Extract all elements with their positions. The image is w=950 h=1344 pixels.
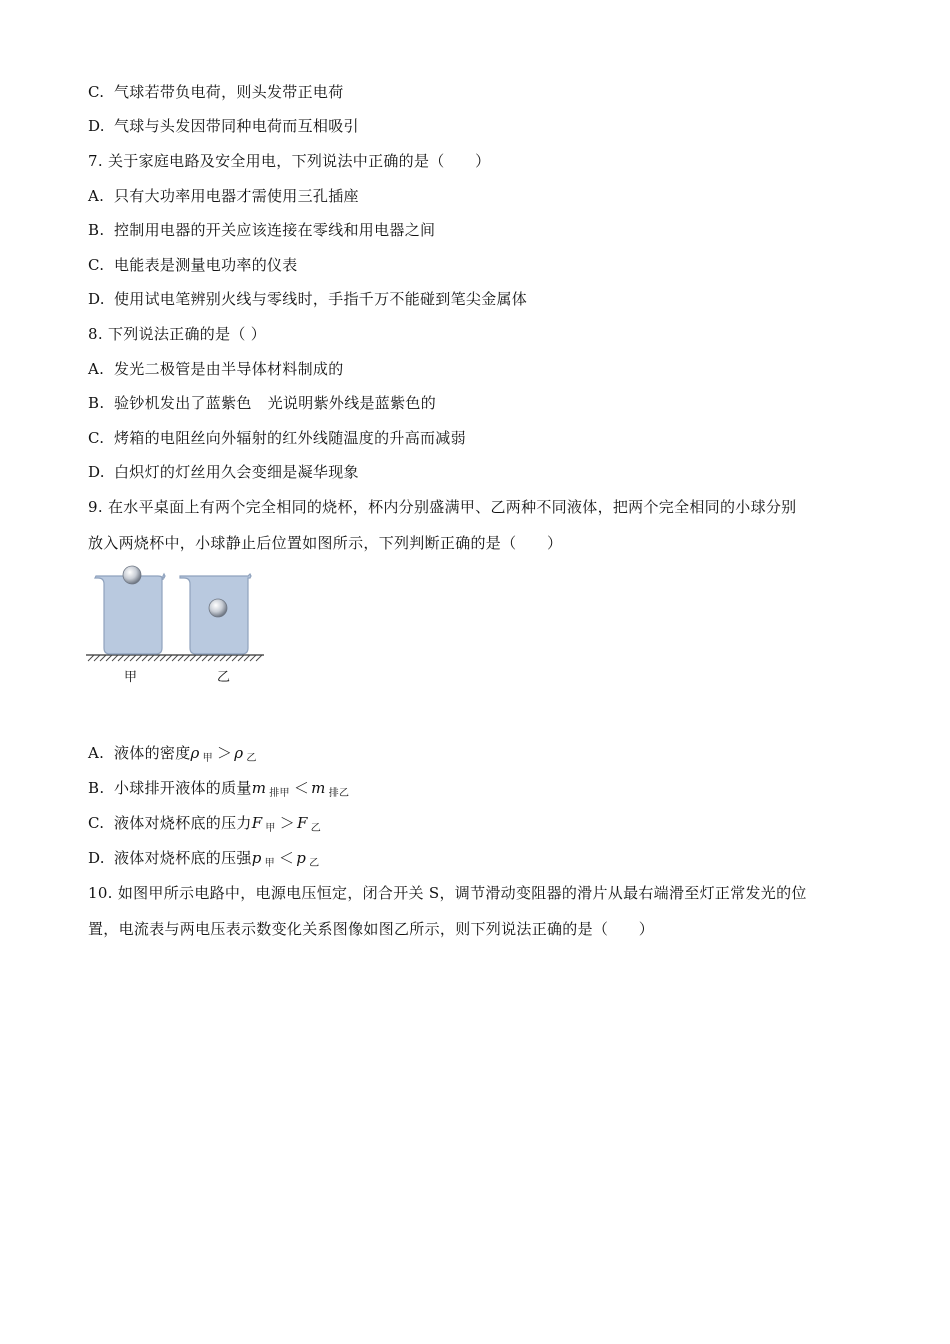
q6-option-d: [88, 116, 359, 136]
option-label: B.: [88, 779, 105, 797]
math-subscript: 乙: [246, 753, 257, 764]
math-subscript: 甲: [265, 823, 276, 834]
math-symbol: ρ: [234, 744, 244, 762]
option-label: A.: [88, 187, 105, 205]
option-text: 液体对烧杯底的压力: [114, 814, 252, 832]
math-operator: ＜: [278, 849, 295, 867]
q10-stem-line2: 置，电流表与两电压表示数变化关系图像如图乙所示，则下列说法正确的是（ ）: [88, 920, 655, 938]
ball-suspended: [209, 599, 227, 617]
option-label: A.: [88, 744, 105, 762]
q7-option-a: [88, 186, 359, 206]
q8-option-d: [88, 462, 359, 482]
math-operator: ＞: [216, 744, 233, 762]
math-symbol: p: [296, 849, 307, 867]
option-text: 气球若带负电荷，则头发带正电荷: [114, 83, 344, 101]
q8-option-c: [88, 428, 466, 448]
option-text: 液体的密度: [114, 744, 191, 762]
option-label: C.: [88, 256, 105, 274]
option-text: 小球排开液体的质量: [114, 779, 252, 797]
math-operator: ＜: [293, 779, 310, 797]
beaker-left: [95, 566, 165, 654]
option-label: C.: [88, 814, 105, 832]
option-label: A.: [88, 360, 105, 378]
q9-option-a: [88, 743, 259, 769]
q9-stem-line2: 放入两烧杯中，小球静止后位置如图所示，下列判断正确的是（ ）: [88, 534, 563, 552]
math-operator: ＞: [279, 814, 296, 832]
option-text: 白炽灯的灯丝用久会变细是凝华现象: [114, 463, 359, 481]
option-text: 电能表是测量电功率的仪表: [114, 256, 298, 274]
option-text: 气球与头发因带同种电荷而互相吸引: [114, 117, 359, 135]
q9-option-c: [88, 813, 323, 839]
math-symbol: ρ: [190, 744, 200, 762]
option-text: 液体对烧杯底的压强: [114, 849, 252, 867]
q7-stem: 7. 关于家庭电路及安全用电，下列说法中正确的是（ ）: [88, 152, 491, 170]
option-label: D.: [88, 117, 105, 135]
q8-option-b: [88, 393, 436, 413]
option-label: C.: [88, 429, 105, 447]
q9-option-b: [88, 778, 351, 804]
option-label: D.: [88, 463, 105, 481]
math-symbol: p: [251, 849, 262, 867]
math-subscript: 甲: [202, 753, 213, 764]
math-subscript: 排乙: [328, 788, 350, 799]
math-subscript: 乙: [309, 858, 320, 869]
figure-label-yi: 乙: [217, 670, 231, 685]
option-text: 使用试电笔辨别火线与零线时，手指千万不能碰到笔尖金属体: [114, 290, 528, 308]
option-text: 烤箱的电阻丝向外辐射的红外线随温度的升高而减弱: [114, 429, 466, 447]
option-text-part2: 光说明紫外线是蓝紫色的: [267, 394, 437, 412]
math-subscript: 甲: [264, 858, 275, 869]
option-label: C.: [88, 83, 105, 101]
beakers-figure: [84, 562, 268, 690]
q7-option-c: [88, 255, 298, 275]
math-subscript: 排甲: [269, 788, 290, 799]
q8-stem: 8. 下列说法正确的是（ ）: [88, 325, 267, 343]
option-text: 发光二极管是由半导体材料制成的: [114, 360, 344, 378]
math-subscript: 乙: [310, 823, 322, 834]
beaker-right: [180, 574, 251, 654]
figure-label-jia: 甲: [124, 670, 138, 685]
q9-option-d: [88, 848, 321, 874]
q10-stem-line1: 10. 如图甲所示电路中，电源电压恒定，闭合开关 S，调节滑动变阻器的滑片从最右端滑至灯正常发光的位: [88, 884, 807, 902]
q9-stem-line1: 9. 在水平桌面上有两个完全相同的烧杯，杯内分别盛满甲、乙两种不同液体，把两个完全相同的小球分别: [88, 498, 797, 516]
option-text-part1: 验钞机发出了蓝紫色: [114, 394, 252, 412]
ball-floating: [123, 566, 141, 584]
q7-option-b: [88, 220, 435, 240]
option-text: 控制用电器的开关应该连接在零线和用电器之间: [114, 221, 436, 239]
option-label: B.: [88, 221, 105, 239]
ground-hatching: [86, 655, 264, 661]
option-text: 只有大功率用电器才需使用三孔插座: [114, 187, 359, 205]
math-symbol: F: [251, 814, 263, 832]
option-label: D.: [88, 290, 105, 308]
q8-option-a: [88, 359, 344, 379]
math-symbol: m: [251, 779, 267, 797]
option-label: D.: [88, 849, 105, 867]
q7-option-d: [88, 289, 527, 309]
option-label: B.: [88, 394, 105, 412]
q6-option-c: [88, 82, 344, 102]
math-symbol: F: [297, 814, 308, 832]
math-symbol: m: [311, 779, 326, 797]
